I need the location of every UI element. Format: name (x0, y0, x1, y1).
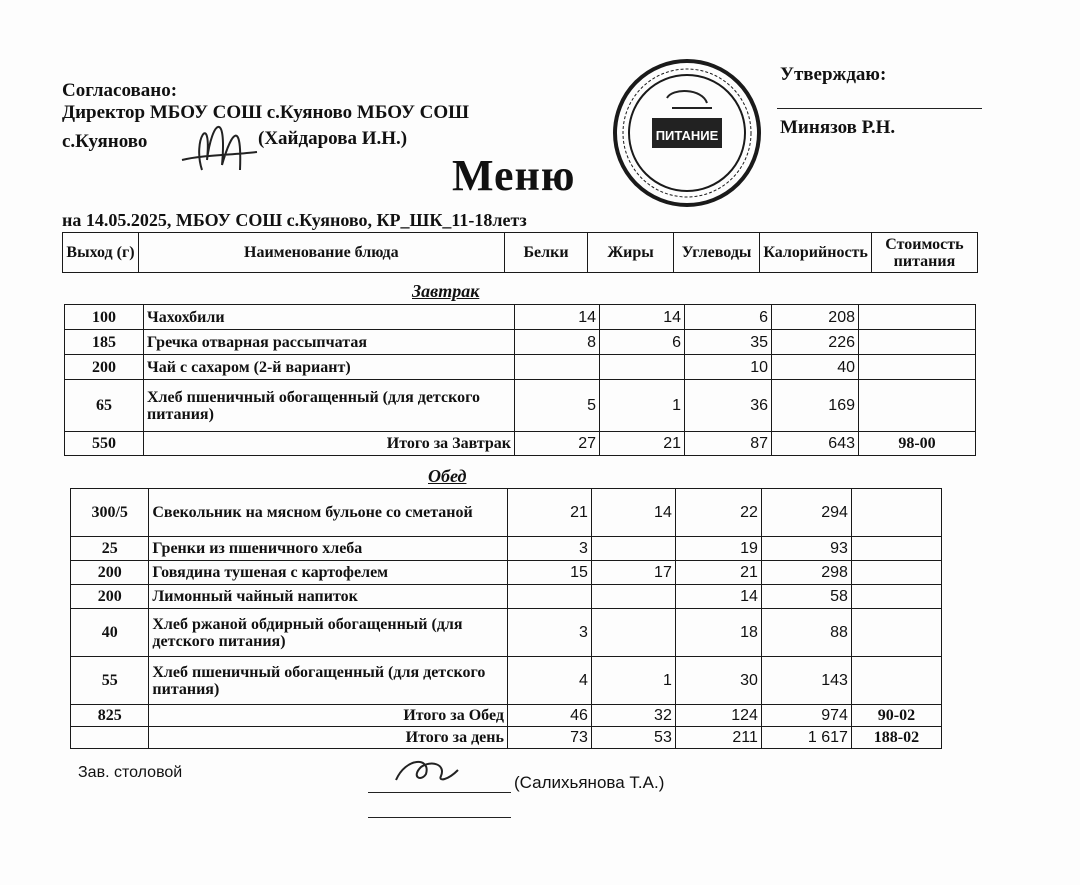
row-dish-name: Говядина тушеная с картофелем (149, 561, 508, 585)
row-output: 200 (65, 355, 144, 380)
total-row-breakfast (65, 432, 976, 456)
row-calories: 226 (772, 330, 859, 355)
row-dish-name: Чахохбили (144, 305, 515, 330)
header-output: Выход (г) (63, 233, 139, 273)
total-cost: 98-00 (859, 432, 976, 456)
row-protein (515, 355, 600, 380)
day-total-empty (71, 727, 149, 749)
day-total-carbs: 211 (675, 727, 761, 749)
row-protein: 3 (507, 609, 591, 657)
row-protein: 15 (507, 561, 591, 585)
row-protein: 5 (515, 380, 600, 432)
row-carbs: 10 (685, 355, 772, 380)
row-output: 200 (71, 585, 149, 609)
row-carbs: 36 (685, 380, 772, 432)
row-fat: 1 (600, 380, 685, 432)
day-total-calories: 1 617 (761, 727, 851, 749)
approve-name: Минязов Р.Н. (780, 117, 896, 138)
row-protein: 8 (515, 330, 600, 355)
row-fat (591, 609, 675, 657)
row-cost (851, 489, 941, 537)
page-subtitle: на 14.05.2025, МБОУ СОШ с.Куяново, КР_ШК_11-18летз (62, 210, 527, 230)
row-dish-name: Чай с сахаром (2-й вариант) (144, 355, 515, 380)
total-label: Итого за Обед (149, 705, 508, 727)
row-cost (859, 330, 976, 355)
footer-position: Зав. столовой (78, 764, 183, 781)
breakfast-table (64, 304, 976, 456)
row-protein (507, 585, 591, 609)
row-carbs: 30 (675, 657, 761, 705)
row-output: 65 (65, 380, 144, 432)
row-cost (851, 585, 941, 609)
total-row-lunch (71, 705, 942, 727)
row-calories: 93 (761, 537, 851, 561)
row-cost (851, 609, 941, 657)
menu-table-header (62, 232, 978, 273)
total-fat: 21 (600, 432, 685, 456)
day-total-fat: 53 (591, 727, 675, 749)
row-fat: 14 (591, 489, 675, 537)
row-carbs: 22 (675, 489, 761, 537)
day-total-cost: 188-02 (851, 727, 941, 749)
row-dish-name: Лимонный чайный напиток (149, 585, 508, 609)
row-dish-name: Свекольник на мясном бульоне со сметаной (149, 489, 508, 537)
agreed-line2: с.Куяново (62, 131, 148, 152)
row-cost (851, 561, 941, 585)
row-output: 100 (65, 305, 144, 330)
row-protein: 4 (507, 657, 591, 705)
row-fat (600, 355, 685, 380)
table-row (65, 330, 976, 355)
row-carbs: 6 (685, 305, 772, 330)
total-row-day (71, 727, 942, 749)
day-total-protein: 73 (507, 727, 591, 749)
row-protein: 3 (507, 537, 591, 561)
row-dish-name: Гречка отварная рассыпчатая (144, 330, 515, 355)
row-cost (859, 305, 976, 330)
row-output: 25 (71, 537, 149, 561)
table-row (71, 609, 942, 657)
row-dish-name: Гренки из пшеничного хлеба (149, 537, 508, 561)
footer-signature-line (368, 792, 511, 793)
section-lunch-label: Обед (428, 466, 467, 486)
row-calories: 88 (761, 609, 851, 657)
canteen-signature-icon (386, 752, 466, 788)
section-breakfast-label: Завтрак (412, 281, 480, 301)
row-fat: 14 (600, 305, 685, 330)
footer-name: (Салихьянова Т.А.) (514, 773, 665, 792)
row-fat (591, 537, 675, 561)
table-row (71, 537, 942, 561)
stamp-icon (612, 58, 762, 208)
approve-signature-line (777, 108, 982, 109)
row-cost (859, 355, 976, 380)
row-output: 40 (71, 609, 149, 657)
row-protein: 14 (515, 305, 600, 330)
row-calories: 40 (772, 355, 859, 380)
day-total-label: Итого за день (149, 727, 508, 749)
row-output: 200 (71, 561, 149, 585)
row-output: 300/5 (71, 489, 149, 537)
row-carbs: 19 (675, 537, 761, 561)
agreed-line1: Директор МБОУ СОШ с.Куяново МБОУ СОШ (62, 102, 470, 123)
row-calories: 208 (772, 305, 859, 330)
row-dish-name: Хлеб пшеничный обогащенный (для детского питания) (149, 657, 508, 705)
header-fat: Жиры (588, 233, 674, 273)
row-dish-name: Хлеб пшеничный обогащенный (для детского питания) (144, 380, 515, 432)
page-title: Меню (452, 151, 576, 200)
agreed-title: Согласовано: (62, 80, 178, 101)
table-row (65, 305, 976, 330)
row-calories: 294 (761, 489, 851, 537)
total-carbs: 87 (685, 432, 772, 456)
table-row (71, 585, 942, 609)
header-carbs: Углеводы (673, 233, 760, 273)
row-fat: 6 (600, 330, 685, 355)
lunch-table (70, 488, 942, 749)
header-protein: Белки (504, 233, 588, 273)
total-fat: 32 (591, 705, 675, 727)
row-protein: 21 (507, 489, 591, 537)
approve-title: Утверждаю: (780, 64, 887, 85)
row-fat (591, 585, 675, 609)
total-cost: 90-02 (851, 705, 941, 727)
row-carbs: 18 (675, 609, 761, 657)
total-calories: 643 (772, 432, 859, 456)
table-row (71, 561, 942, 585)
row-calories: 143 (761, 657, 851, 705)
total-output: 825 (71, 705, 149, 727)
row-cost (851, 537, 941, 561)
row-carbs: 14 (675, 585, 761, 609)
table-row (65, 355, 976, 380)
row-output: 185 (65, 330, 144, 355)
row-calories: 298 (761, 561, 851, 585)
header-calories: Калорийность (760, 233, 871, 273)
row-fat: 1 (591, 657, 675, 705)
table-row (65, 380, 976, 432)
footer-signature-line-2 (368, 817, 511, 818)
total-carbs: 124 (675, 705, 761, 727)
row-cost (859, 380, 976, 432)
table-row (71, 657, 942, 705)
row-calories: 169 (772, 380, 859, 432)
row-output: 55 (71, 657, 149, 705)
director-signature-icon (172, 100, 262, 180)
header-cost: Стоимость питания (871, 233, 977, 273)
stamp-text: ПИТАНИЕ (655, 128, 719, 143)
total-label: Итого за Завтрак (144, 432, 515, 456)
total-protein: 46 (507, 705, 591, 727)
row-calories: 58 (761, 585, 851, 609)
table-row (71, 489, 942, 537)
row-carbs: 21 (675, 561, 761, 585)
total-output: 550 (65, 432, 144, 456)
total-calories: 974 (761, 705, 851, 727)
header-name: Наименование блюда (138, 233, 504, 273)
total-protein: 27 (515, 432, 600, 456)
row-dish-name: Хлеб ржаной обдирный обогащенный (для детского питания) (149, 609, 508, 657)
agreed-name: (Хайдарова И.Н.) (258, 128, 408, 149)
row-fat: 17 (591, 561, 675, 585)
row-carbs: 35 (685, 330, 772, 355)
row-cost (851, 657, 941, 705)
